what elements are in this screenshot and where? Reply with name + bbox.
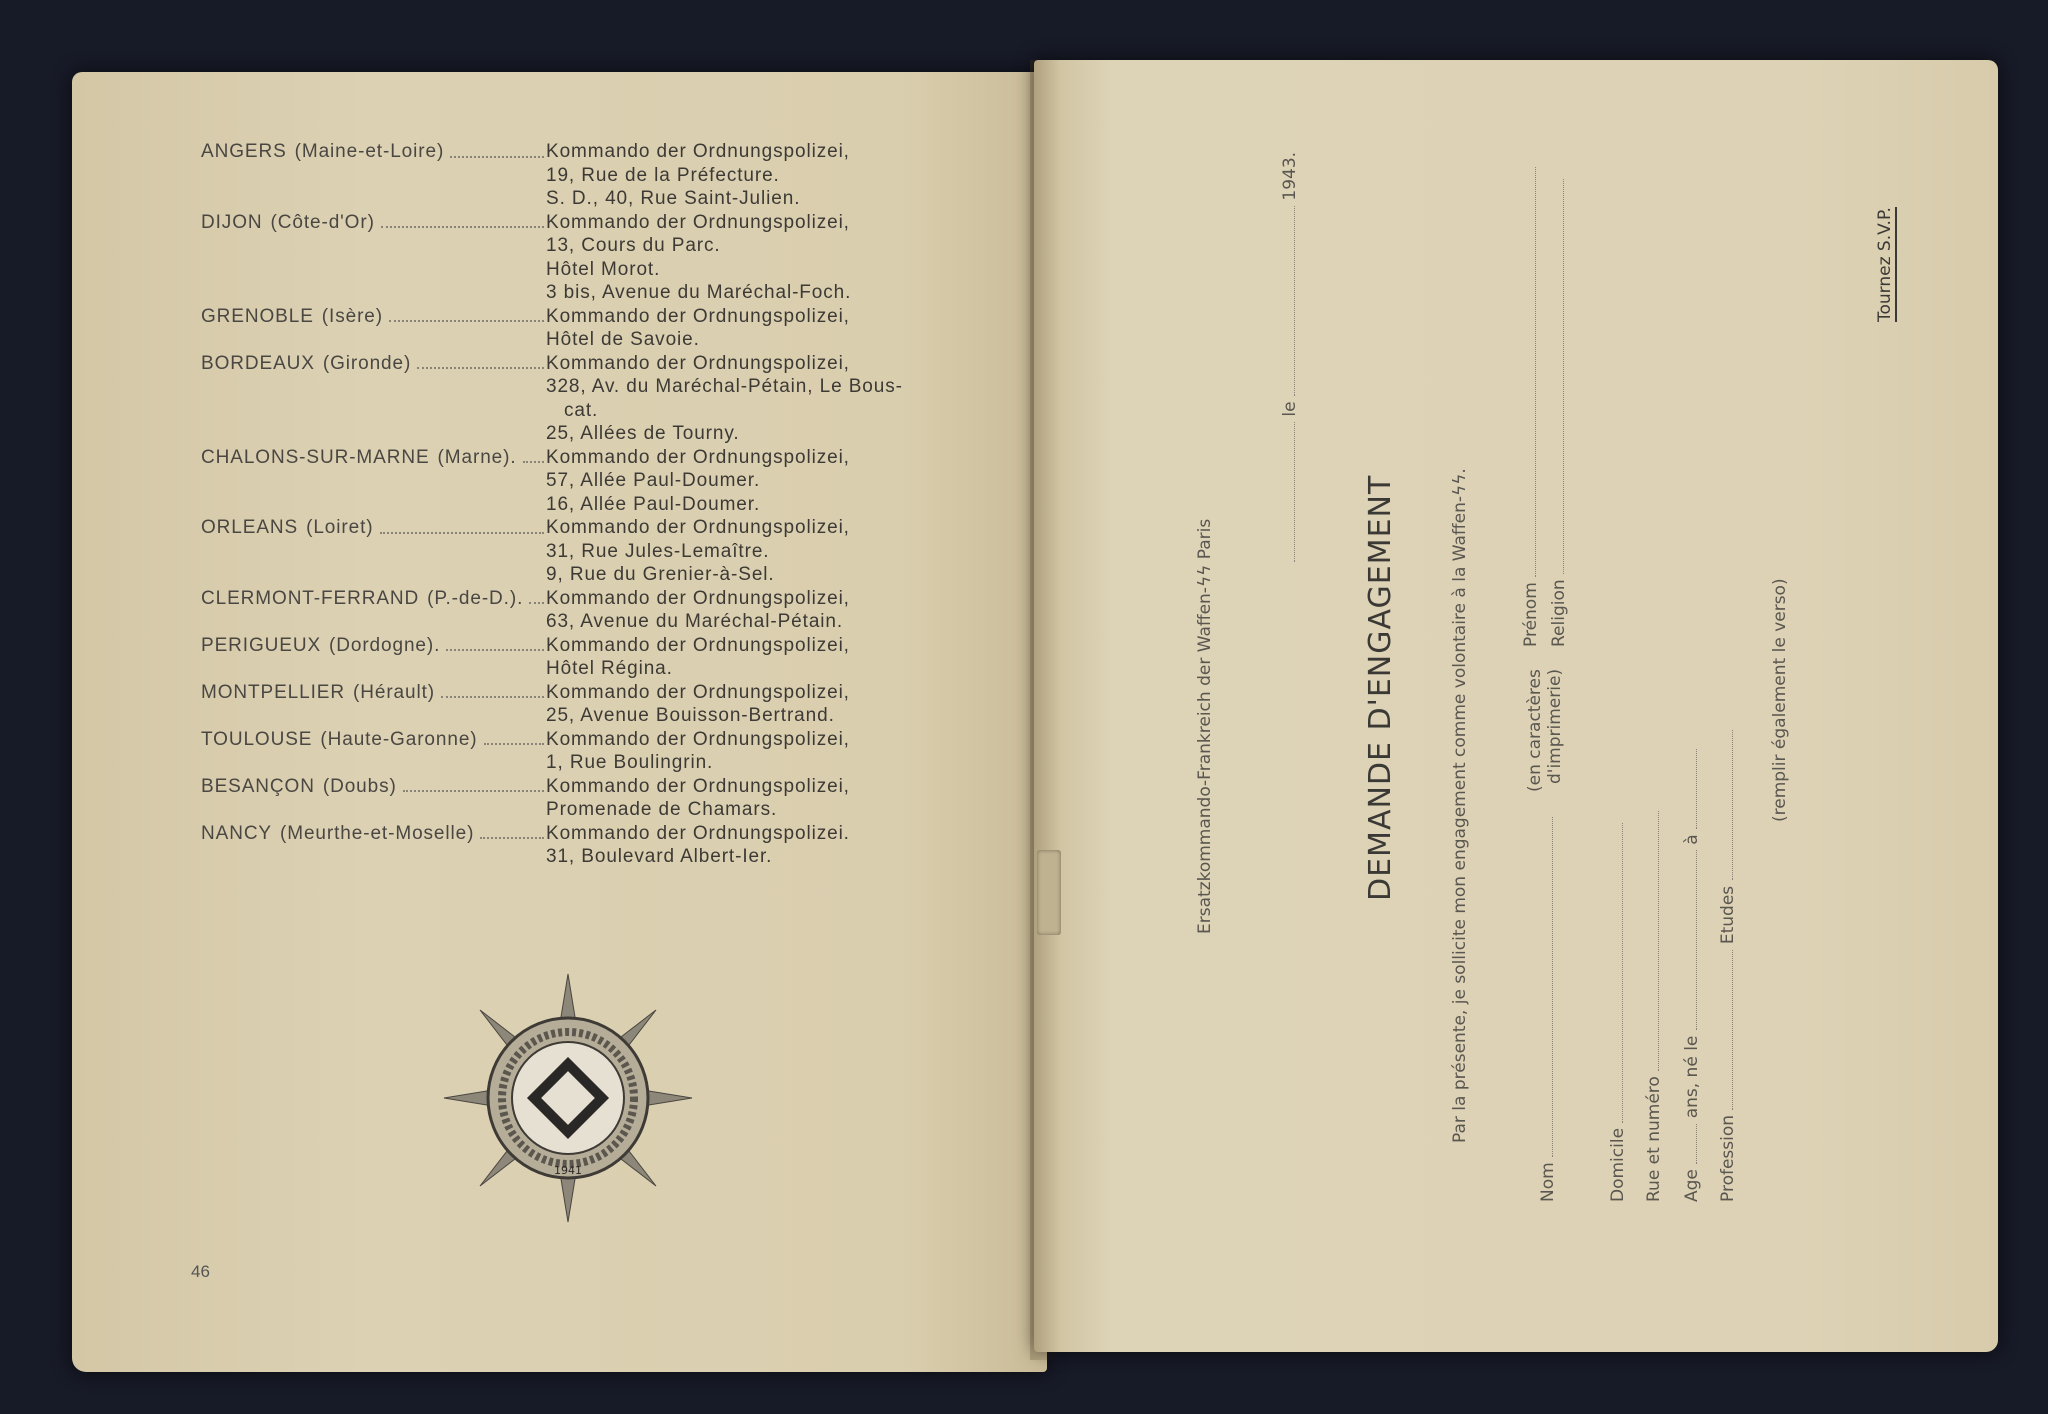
directory-entry xyxy=(201,681,961,728)
directory-entry xyxy=(201,305,961,352)
address-line: Hôtel Régina. xyxy=(546,658,673,679)
entry-row xyxy=(201,728,961,752)
dot-leader xyxy=(484,743,544,745)
region-name: (Dordogne). xyxy=(329,634,441,656)
entry-row xyxy=(201,399,961,423)
dot-leader xyxy=(480,837,544,839)
entry-row xyxy=(201,211,961,235)
address-line: 31, Rue Jules-Lemaître. xyxy=(546,540,770,562)
name-cell xyxy=(201,540,546,564)
entry-row xyxy=(201,328,961,352)
name-cell xyxy=(201,704,546,728)
enlistment-form xyxy=(1195,151,1907,1202)
entry-row xyxy=(201,751,961,775)
dot-leader xyxy=(417,367,544,369)
city-name: TOULOUSE xyxy=(201,728,313,750)
address-line: 25, Allées de Tourny. xyxy=(546,423,740,444)
city-name: DIJON xyxy=(201,211,263,233)
prenom-input[interactable] xyxy=(1535,167,1536,577)
date-prefix: le xyxy=(1280,401,1300,417)
name-cell xyxy=(201,211,546,235)
address-line: 31, Boulevard Albert-Ier. xyxy=(546,846,773,867)
directory-entry xyxy=(201,634,961,681)
name-cell xyxy=(201,798,546,822)
dot-leader xyxy=(441,696,544,698)
entry-row xyxy=(201,234,961,258)
name-cell xyxy=(201,845,546,869)
entry-row xyxy=(201,563,961,587)
form-intro: Par la présente, je sollicite mon engagement comme volontaire à la Waffen-ϟϟ. xyxy=(1450,468,1470,1143)
police-directory-list xyxy=(201,140,961,869)
region-name: (Hérault) xyxy=(353,681,436,703)
print-note-line-2: d'imprimerie) xyxy=(1545,668,1565,784)
address-line: 16, Allée Paul-Doumer. xyxy=(546,493,761,515)
birth-date-input[interactable] xyxy=(1696,850,1697,1030)
rue-input[interactable] xyxy=(1658,811,1659,1071)
entry-row xyxy=(201,704,961,728)
binding-tab xyxy=(1037,850,1061,935)
name-cell xyxy=(201,140,546,164)
office-name: Kommando der Ordnungspolizei. xyxy=(546,822,850,844)
name-cell xyxy=(201,751,546,775)
address-line: 3 bis, Avenue du Maréchal-Foch. xyxy=(546,282,852,303)
city-name: NANCY xyxy=(201,822,273,844)
dot-leader xyxy=(446,649,544,651)
name-cell xyxy=(201,234,546,258)
prenom-label: Prénom xyxy=(1521,582,1541,647)
dot-leader xyxy=(381,226,544,228)
domicile-label: Domicile xyxy=(1608,1127,1628,1202)
form-header: Ersatzkommando-Frankreich der Waffen-ϟϟ Paris xyxy=(1195,518,1215,934)
entry-row xyxy=(201,258,961,282)
print-note xyxy=(1525,669,1565,792)
nom-input[interactable] xyxy=(1552,817,1553,1157)
name-cell xyxy=(201,587,546,611)
entry-row xyxy=(201,305,961,329)
name-cell xyxy=(201,164,546,188)
region-name: (P.-de-D.). xyxy=(427,587,524,609)
entry-row xyxy=(201,610,961,634)
entry-row xyxy=(201,822,961,846)
name-cell xyxy=(201,187,546,211)
entry-row xyxy=(201,634,961,658)
domicile-field xyxy=(1608,823,1628,1202)
entry-row xyxy=(201,845,961,869)
name-cell xyxy=(201,634,546,658)
region-name: (Meurthe-et-Moselle) xyxy=(280,822,475,844)
office-name: Kommando der Ordnungspolizei, xyxy=(546,305,850,327)
directory-entry xyxy=(201,352,961,446)
name-cell xyxy=(201,352,546,376)
city-name: ORLEANS xyxy=(201,517,299,538)
religion-input[interactable] xyxy=(1563,179,1564,574)
name-cell xyxy=(201,469,546,493)
entry-row xyxy=(201,164,961,188)
entry-row xyxy=(201,493,961,517)
city-name: PERIGUEUX xyxy=(201,634,322,656)
name-cell xyxy=(201,657,546,681)
entry-row xyxy=(201,281,961,305)
office-name: Kommando der Ordnungspolizei, xyxy=(546,517,850,538)
address-line: 63, Avenue du Maréchal-Pétain. xyxy=(546,611,844,632)
birth-place-label: à xyxy=(1682,834,1702,845)
etudes-input[interactable] xyxy=(1732,730,1733,880)
address-line: 1, Rue Boulingrin. xyxy=(546,752,714,773)
address-line: S. D., 40, Rue Saint-Julien. xyxy=(546,188,801,209)
region-name: (Gironde) xyxy=(322,352,412,374)
city-name: BORDEAUX xyxy=(201,352,315,374)
religion-field xyxy=(1549,179,1569,647)
prenom-field xyxy=(1521,167,1541,647)
birth-place-input[interactable] xyxy=(1696,749,1697,829)
birth-date-label: né le xyxy=(1682,1035,1702,1078)
name-cell xyxy=(201,422,546,446)
address-line: 13, Cours du Parc. xyxy=(546,235,721,256)
entry-row xyxy=(201,352,961,376)
date-day-blank[interactable] xyxy=(1294,422,1295,562)
entry-row xyxy=(201,775,961,799)
name-cell xyxy=(201,610,546,634)
religion-label: Religion xyxy=(1549,579,1569,647)
entry-row xyxy=(201,422,961,446)
city-name: ANGERS xyxy=(201,141,287,162)
dot-leader xyxy=(523,461,544,463)
dot-leader xyxy=(450,156,544,158)
city-name: GRENOBLE xyxy=(201,305,314,327)
office-name: Kommando der Ordnungspolizei, xyxy=(546,681,850,703)
form-title: DEMANDE D'ENGAGEMENT xyxy=(1363,474,1398,901)
entry-row xyxy=(201,375,961,399)
name-cell xyxy=(201,493,546,517)
rue-label: Rue et numéro xyxy=(1644,1076,1664,1202)
name-cell xyxy=(201,281,546,305)
address-line: Promenade de Chamars. xyxy=(546,799,778,820)
entry-row xyxy=(201,446,961,470)
profession-label: Profession xyxy=(1718,1114,1738,1202)
etudes-label: Etudes xyxy=(1718,885,1738,945)
entry-row xyxy=(201,540,961,564)
office-name: Kommando der Ordnungspolizei, xyxy=(546,775,850,797)
directory-entry xyxy=(201,587,961,634)
region-name: (Côte-d'Or) xyxy=(270,211,375,233)
address-line: 25, Avenue Bouisson-Bertrand. xyxy=(546,705,835,726)
name-cell xyxy=(201,375,546,399)
dot-leader xyxy=(529,602,544,604)
city-name: MONTPELLIER xyxy=(201,681,345,703)
city-name: BESANÇON xyxy=(201,775,315,797)
entry-row xyxy=(201,587,961,611)
name-cell xyxy=(201,822,546,846)
entry-row xyxy=(201,681,961,705)
city-name: CHALONS-SUR-MARNE xyxy=(201,446,430,468)
book-gutter xyxy=(1030,60,1060,1360)
name-cell xyxy=(201,399,546,423)
directory-entry xyxy=(201,211,961,305)
rue-field xyxy=(1644,811,1664,1202)
dot-leader xyxy=(380,532,545,534)
address-line: Hôtel de Savoie. xyxy=(546,329,700,350)
entry-row xyxy=(201,140,961,164)
name-cell xyxy=(201,305,546,329)
date-line xyxy=(1280,152,1300,562)
profession-field xyxy=(1718,730,1738,1202)
nom-label: Nom xyxy=(1538,1162,1558,1202)
address-line: Hôtel Morot. xyxy=(546,258,661,280)
profession-input[interactable] xyxy=(1732,950,1733,1110)
directory-entry xyxy=(201,516,961,587)
office-name: Kommando der Ordnungspolizei, xyxy=(546,587,850,609)
dot-leader xyxy=(403,790,544,792)
office-name: Kommando der Ordnungspolizei, xyxy=(546,141,850,162)
office-name: Kommando der Ordnungspolizei, xyxy=(546,728,850,750)
name-cell xyxy=(201,728,546,752)
date-year: 1943. xyxy=(1280,151,1300,201)
office-name: Kommando der Ordnungspolizei, xyxy=(546,634,850,656)
date-month-blank[interactable] xyxy=(1294,206,1295,396)
office-name: Kommando der Ordnungspolizei, xyxy=(546,211,850,233)
region-name: (Loiret) xyxy=(306,517,374,538)
region-name: (Doubs) xyxy=(322,775,397,797)
emblem-year: 1941 xyxy=(554,1164,582,1177)
address-line: 328, Av. du Maréchal-Pétain, Le Bous- xyxy=(546,376,903,397)
address-line: 9, Rue du Grenier-à-Sel. xyxy=(546,564,775,585)
name-cell xyxy=(201,258,546,282)
address-line: cat. xyxy=(564,399,599,421)
region-name: (Marne). xyxy=(437,446,517,468)
office-name: Kommando der Ordnungspolizei, xyxy=(546,446,850,468)
age-field xyxy=(1682,749,1702,1202)
ans-label: ans, xyxy=(1682,1082,1702,1119)
name-cell xyxy=(201,563,546,587)
entry-row xyxy=(201,657,961,681)
dot-leader xyxy=(389,320,544,322)
office-name: Kommando der Ordnungspolizei, xyxy=(546,352,850,374)
name-cell xyxy=(201,516,546,540)
directory-entry xyxy=(201,775,961,822)
name-cell xyxy=(201,328,546,352)
name-cell xyxy=(201,446,546,470)
name-cell xyxy=(201,681,546,705)
address-line: 19, Rue de la Préfecture. xyxy=(546,164,780,186)
region-name: (Maine-et-Loire) xyxy=(294,141,445,162)
german-cross-emblem xyxy=(440,970,696,1226)
region-name: (Haute-Garonne) xyxy=(320,728,478,750)
entry-row xyxy=(201,187,961,211)
entry-row xyxy=(201,798,961,822)
directory-entry xyxy=(201,822,961,869)
entry-row xyxy=(201,469,961,493)
directory-entry xyxy=(201,446,961,517)
entry-row xyxy=(201,516,961,540)
domicile-input[interactable] xyxy=(1622,823,1623,1123)
directory-entry xyxy=(201,140,961,211)
print-note-line-1: (en caractères xyxy=(1525,669,1545,792)
verso-note: (remplir également le verso) xyxy=(1770,578,1790,822)
city-name: CLERMONT-FERRAND xyxy=(201,587,420,609)
age-input[interactable] xyxy=(1696,1124,1697,1164)
directory-entry xyxy=(201,728,961,775)
page-number: 46 xyxy=(191,1262,210,1281)
nom-field xyxy=(1538,817,1558,1202)
address-line: 57, Allée Paul-Doumer. xyxy=(546,470,761,491)
name-cell xyxy=(201,775,546,799)
turn-over-note: Tournez S.V.P. xyxy=(1875,207,1895,322)
region-name: (Isère) xyxy=(321,305,383,327)
age-label: Age xyxy=(1682,1169,1702,1202)
